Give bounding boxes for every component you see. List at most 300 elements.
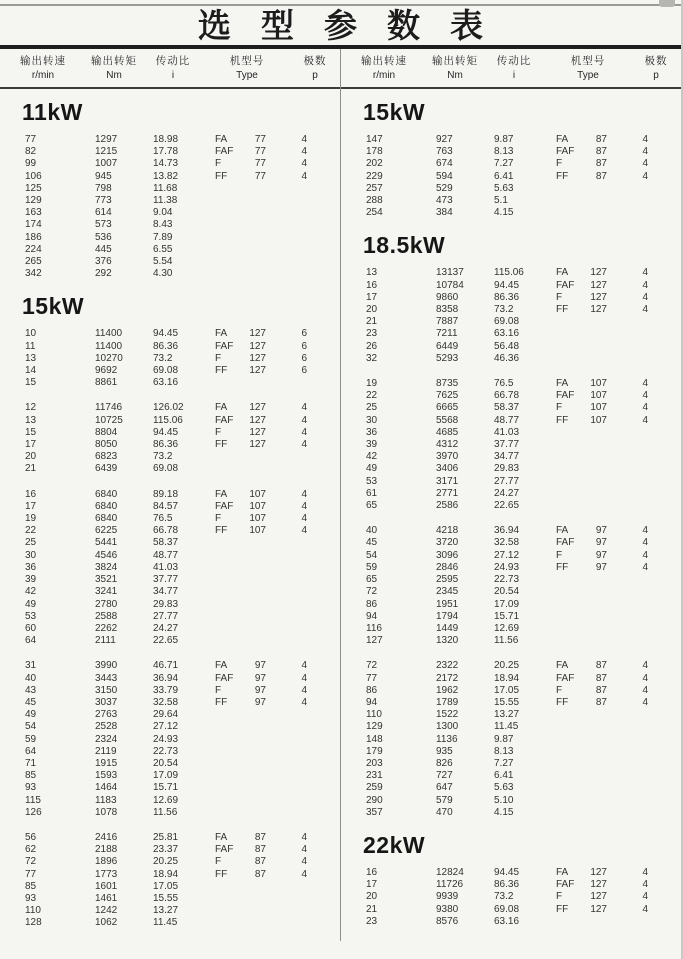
cell-type-size: 97 <box>254 684 266 696</box>
table-row <box>341 146 681 158</box>
cell-ratio: 17.09 <box>153 770 179 782</box>
cell-output-speed: 17 <box>25 439 37 451</box>
cell-type-prefix: FA <box>556 525 569 537</box>
cell-output-speed: 129 <box>366 721 383 733</box>
cell-output-speed: 61 <box>366 487 378 499</box>
cell-type-size <box>589 782 613 794</box>
header-label: 传动比 <box>496 55 532 67</box>
header-unit: Type <box>577 70 599 81</box>
table-row <box>341 267 681 279</box>
cell-ratio: 46.71 <box>153 660 179 672</box>
cell-poles <box>272 550 316 562</box>
cell-output-torque: 3096 <box>436 549 459 561</box>
cell-poles <box>613 488 657 500</box>
cell-type-prefix <box>215 917 248 929</box>
cell-type-prefix <box>556 427 589 439</box>
cell-type-prefix: FA <box>215 831 228 843</box>
cell-poles <box>272 586 316 598</box>
cell-output-speed: 25 <box>25 537 37 549</box>
cell-type-size: 87 <box>595 170 607 182</box>
table-row <box>341 746 681 758</box>
cell-type-prefix: FA <box>556 134 569 145</box>
cell-poles: 4 <box>642 561 648 573</box>
cell-type-prefix <box>556 635 589 647</box>
cell-type-size <box>248 734 272 746</box>
cell-ratio: 6.41 <box>494 770 514 782</box>
cell-output-speed: 110 <box>366 709 382 721</box>
cell-output-speed: 259 <box>366 782 383 794</box>
cell-output-speed: 64 <box>25 745 37 757</box>
header-label: 输出转矩 <box>432 55 478 67</box>
cell-ratio: 73.2 <box>494 304 514 316</box>
cell-type-size: 127 <box>590 891 607 903</box>
cell-ratio: 9.87 <box>494 733 514 745</box>
table-row <box>341 427 681 439</box>
table-row <box>341 795 681 807</box>
left-column <box>0 49 340 959</box>
cell-ratio: 18.98 <box>153 134 179 145</box>
cell-output-torque: 9939 <box>436 891 459 903</box>
cell-type-size <box>248 746 272 758</box>
cell-poles <box>272 219 316 231</box>
cell-poles <box>272 599 316 611</box>
row-block <box>341 134 681 219</box>
cell-output-speed: 186 <box>25 231 42 243</box>
table-row <box>341 635 681 647</box>
cell-poles: 4 <box>642 267 648 279</box>
table-row <box>341 586 681 598</box>
cell-type-prefix: FAF <box>215 414 234 426</box>
cell-ratio: 76.5 <box>494 378 514 390</box>
cell-output-speed: 126 <box>25 806 42 818</box>
cell-output-torque: 2119 <box>95 745 117 757</box>
cell-output-speed: 77 <box>25 868 37 880</box>
cell-output-torque: 8861 <box>95 377 118 389</box>
cell-type-size <box>589 463 613 475</box>
header-unit: r/min <box>31 70 55 81</box>
table-row <box>341 390 681 402</box>
cell-type-prefix: FAF <box>556 537 575 549</box>
cell-output-torque: 3241 <box>95 586 118 598</box>
cell-ratio: 69.08 <box>153 365 179 377</box>
cell-type-prefix: F <box>556 158 563 170</box>
cell-output-torque: 4546 <box>95 549 118 561</box>
cell-ratio: 5.63 <box>494 182 514 194</box>
cell-type-size <box>248 562 272 574</box>
table-row <box>341 415 681 427</box>
cell-type-prefix: FA <box>556 267 569 279</box>
cell-poles <box>272 377 316 389</box>
cell-type-prefix: FA <box>215 134 228 145</box>
cell-type-prefix <box>215 537 248 549</box>
cell-ratio: 69.08 <box>494 903 520 915</box>
cell-ratio: 86.36 <box>494 879 520 891</box>
cell-poles <box>272 195 316 207</box>
cell-ratio: 69.08 <box>153 463 179 475</box>
cell-output-speed: 288 <box>366 195 383 207</box>
table-row <box>0 673 340 685</box>
cell-type-size: 107 <box>590 378 607 390</box>
cell-ratio: 56.48 <box>494 340 520 352</box>
cell-type-size <box>248 770 272 782</box>
cell-poles <box>272 782 316 794</box>
header-label: 机型号 <box>570 55 606 67</box>
cell-output-torque: 3824 <box>95 561 118 573</box>
cell-type-prefix: FF <box>556 304 569 316</box>
cell-ratio: 9.04 <box>153 207 173 219</box>
cell-type-prefix: FAF <box>215 844 234 856</box>
cell-poles: 4 <box>642 684 648 696</box>
cell-output-torque: 2763 <box>95 709 118 721</box>
cell-ratio: 4.15 <box>494 806 514 818</box>
cell-ratio: 17.09 <box>494 598 520 610</box>
right-column-body <box>341 89 681 941</box>
cell-output-speed: 11 <box>25 340 36 352</box>
row-block <box>341 525 681 647</box>
cell-ratio: 15.55 <box>153 892 179 904</box>
cell-ratio: 34.77 <box>494 451 520 463</box>
cell-poles: 6 <box>301 365 307 377</box>
cell-output-torque: 1601 <box>95 880 118 892</box>
cell-output-torque: 2780 <box>95 598 118 610</box>
cell-type-size <box>248 207 272 219</box>
cell-output-speed: 21 <box>366 903 378 915</box>
section-heading-15kW: 15kW <box>363 99 426 125</box>
cell-type-prefix <box>556 488 589 500</box>
cell-type-size: 97 <box>595 537 607 549</box>
top-rule <box>0 4 681 6</box>
table-row <box>0 599 340 611</box>
row-block <box>0 402 340 475</box>
cell-type-size: 127 <box>249 340 266 352</box>
cell-type-prefix <box>556 746 589 758</box>
cell-output-speed: 82 <box>25 146 37 158</box>
cell-poles <box>272 734 316 746</box>
cell-output-speed: 265 <box>25 256 42 268</box>
cell-ratio: 5.63 <box>494 782 514 794</box>
cell-output-torque: 1789 <box>436 696 459 708</box>
cell-output-speed: 179 <box>366 745 383 757</box>
cell-type-size <box>589 746 613 758</box>
cell-type-size: 97 <box>595 561 607 573</box>
cell-output-torque: 4312 <box>436 439 459 451</box>
cell-output-torque: 573 <box>95 219 112 231</box>
table-row <box>0 377 340 389</box>
cell-output-speed: 40 <box>25 672 37 684</box>
cell-type-prefix <box>556 611 589 623</box>
cell-output-torque: 1300 <box>436 721 459 733</box>
cell-ratio: 36.94 <box>494 525 520 537</box>
cell-ratio: 36.94 <box>153 672 179 684</box>
cell-output-torque: 3521 <box>95 574 118 586</box>
cell-ratio: 6.41 <box>494 170 514 182</box>
cell-poles: 4 <box>301 868 307 880</box>
cell-type-prefix <box>556 500 589 512</box>
cell-poles <box>272 635 316 647</box>
cell-ratio: 27.12 <box>153 721 179 733</box>
cell-ratio: 15.71 <box>153 782 179 794</box>
cell-output-speed: 59 <box>366 561 378 573</box>
table-row <box>0 795 340 807</box>
cell-poles: 4 <box>301 831 307 843</box>
cell-poles <box>613 463 657 475</box>
table-row <box>0 256 340 268</box>
cell-ratio: 22.73 <box>153 745 179 757</box>
cell-type-size <box>589 586 613 598</box>
scan-corner-artifact <box>659 0 675 7</box>
cell-type-prefix: F <box>215 426 222 438</box>
cell-poles <box>613 341 657 353</box>
cell-type-size <box>248 256 272 268</box>
cell-output-torque: 798 <box>95 182 112 194</box>
cell-output-torque: 3443 <box>95 672 118 684</box>
cell-ratio: 14.73 <box>153 158 179 170</box>
cell-type-size <box>248 795 272 807</box>
page-title: 选型参数表 <box>198 7 513 44</box>
cell-output-speed: 64 <box>25 635 37 647</box>
cell-output-torque: 727 <box>436 770 453 782</box>
cell-type-size <box>589 195 613 207</box>
cell-poles: 4 <box>301 513 307 525</box>
cell-output-torque: 8735 <box>436 378 459 390</box>
cell-output-speed: 23 <box>366 328 378 340</box>
cell-poles: 4 <box>642 879 648 891</box>
cell-type-prefix <box>556 316 589 328</box>
cell-type-size <box>589 427 613 439</box>
cell-output-torque: 2846 <box>436 561 459 573</box>
cell-ratio: 12.69 <box>153 794 179 806</box>
cell-ratio: 24.93 <box>153 733 179 745</box>
cell-output-torque: 8050 <box>95 439 118 451</box>
cell-poles: 4 <box>301 439 307 451</box>
header-label: 机型号 <box>229 55 265 67</box>
cell-output-torque: 945 <box>95 170 112 182</box>
cell-output-torque: 9860 <box>436 291 459 303</box>
cell-type-prefix <box>556 586 589 598</box>
cell-type-size: 107 <box>249 488 266 500</box>
cell-poles <box>272 905 316 917</box>
cell-type-size: 97 <box>595 549 607 561</box>
cell-type-size <box>589 734 613 746</box>
cell-output-torque: 2111 <box>95 635 116 647</box>
cell-output-speed: 16 <box>366 866 378 878</box>
cell-ratio: 8.13 <box>494 745 514 757</box>
cell-poles: 6 <box>301 328 307 340</box>
table-row <box>341 134 681 146</box>
cell-type-prefix <box>215 635 248 647</box>
cell-output-torque: 1794 <box>436 610 459 622</box>
header-output-speed <box>0 54 86 83</box>
cell-ratio: 66.78 <box>494 390 520 402</box>
cell-poles: 4 <box>642 525 648 537</box>
cell-output-torque: 470 <box>436 806 453 818</box>
cell-ratio: 32.58 <box>494 537 520 549</box>
cell-output-torque: 3990 <box>95 660 118 672</box>
cell-type-prefix <box>556 353 589 365</box>
cell-poles <box>613 770 657 782</box>
table-row <box>0 893 340 905</box>
cell-output-torque: 7887 <box>436 316 459 328</box>
cell-type-prefix <box>215 795 248 807</box>
table-row <box>0 562 340 574</box>
cell-type-prefix: FA <box>215 660 228 672</box>
cell-output-speed: 54 <box>25 721 37 733</box>
cell-poles <box>613 586 657 598</box>
cell-ratio: 86.36 <box>494 291 520 303</box>
table-row <box>341 195 681 207</box>
cell-output-speed: 40 <box>366 525 378 537</box>
header-unit: Nm <box>447 70 463 81</box>
table-row <box>341 770 681 782</box>
cell-ratio: 6.55 <box>153 243 173 255</box>
cell-output-torque: 2262 <box>95 622 118 634</box>
right-column <box>341 49 681 959</box>
cell-type-prefix <box>215 451 248 463</box>
cell-poles <box>613 746 657 758</box>
cell-output-speed: 30 <box>366 414 378 426</box>
table-row <box>0 501 340 513</box>
cell-output-torque: 8358 <box>436 304 459 316</box>
cell-output-torque: 1464 <box>95 782 118 794</box>
cell-ratio: 27.77 <box>494 475 520 487</box>
cell-output-speed: 25 <box>366 402 378 414</box>
cell-poles: 4 <box>642 402 648 414</box>
cell-ratio: 27.12 <box>494 549 520 561</box>
cell-type-size <box>248 709 272 721</box>
cell-ratio: 23.37 <box>153 844 179 856</box>
cell-type-prefix <box>215 256 248 268</box>
table-row <box>0 869 340 881</box>
cell-type-size: 77 <box>254 146 266 158</box>
cell-type-prefix: F <box>215 352 222 364</box>
cell-poles <box>272 244 316 256</box>
cell-type-size: 127 <box>590 903 607 915</box>
cell-output-speed: 93 <box>25 892 37 904</box>
cell-output-speed: 60 <box>25 622 37 634</box>
cell-type-prefix <box>215 244 248 256</box>
cell-type-prefix <box>556 476 589 488</box>
cell-output-speed: 26 <box>366 340 378 352</box>
cell-output-speed: 290 <box>366 794 383 806</box>
table-row <box>341 525 681 537</box>
cell-type-prefix <box>215 599 248 611</box>
cell-output-torque: 4218 <box>436 525 459 537</box>
cell-output-speed: 231 <box>366 770 383 782</box>
table-row <box>341 758 681 770</box>
cell-poles: 4 <box>642 279 648 291</box>
cell-poles: 6 <box>301 340 307 352</box>
cell-output-torque: 1522 <box>436 709 459 721</box>
cell-type-prefix <box>215 623 248 635</box>
cell-output-torque: 3171 <box>436 475 459 487</box>
cell-ratio: 17.05 <box>494 684 520 696</box>
cell-output-speed: 15 <box>25 426 37 438</box>
cell-poles: 4 <box>301 146 307 158</box>
cell-type-prefix <box>215 746 248 758</box>
table-row <box>341 574 681 586</box>
cell-ratio: 37.77 <box>153 574 179 586</box>
cell-poles: 4 <box>642 549 648 561</box>
table-row <box>341 328 681 340</box>
table-row <box>0 219 340 231</box>
cell-output-torque: 1461 <box>95 892 118 904</box>
cell-ratio: 11.56 <box>153 806 178 818</box>
cell-poles: 4 <box>301 414 307 426</box>
table-row <box>0 685 340 697</box>
cell-type-size: 97 <box>254 660 266 672</box>
table-row <box>0 183 340 195</box>
cell-type-size: 97 <box>254 696 266 708</box>
cell-ratio: 22.65 <box>153 635 179 647</box>
table-row <box>0 525 340 537</box>
cell-ratio: 5.54 <box>153 256 173 268</box>
cell-type-prefix: FF <box>556 170 569 182</box>
cell-output-speed: 224 <box>25 243 42 255</box>
cell-poles <box>272 562 316 574</box>
cell-poles <box>272 537 316 549</box>
cell-poles: 4 <box>301 672 307 684</box>
header-poles <box>631 54 681 83</box>
cell-type-prefix: FAF <box>215 672 234 684</box>
cell-output-torque: 384 <box>436 207 453 219</box>
cell-output-speed: 20 <box>25 451 37 463</box>
cell-type-prefix <box>215 905 248 917</box>
cell-ratio: 94.45 <box>153 426 179 438</box>
cell-output-torque: 10784 <box>436 279 464 291</box>
cell-output-torque: 13137 <box>436 267 464 279</box>
table-row <box>341 207 681 219</box>
cell-ratio: 20.54 <box>153 757 179 769</box>
cell-output-torque: 1320 <box>436 635 459 647</box>
cell-type-size <box>589 758 613 770</box>
cell-poles <box>272 451 316 463</box>
cell-output-torque: 1962 <box>436 684 459 696</box>
table-row <box>341 316 681 328</box>
table-row <box>0 709 340 721</box>
cell-type-size <box>589 916 613 928</box>
cell-type-size: 127 <box>590 291 607 303</box>
cell-type-size <box>248 550 272 562</box>
cell-poles <box>613 207 657 219</box>
cell-type-prefix <box>556 807 589 819</box>
cell-type-size <box>248 268 272 280</box>
cell-ratio: 11.68 <box>153 182 178 194</box>
cell-output-speed: 65 <box>366 574 378 586</box>
cell-poles <box>272 268 316 280</box>
cell-output-torque: 2416 <box>95 831 118 843</box>
cell-output-torque: 2322 <box>436 660 459 672</box>
cell-ratio: 76.5 <box>153 513 173 525</box>
cell-type-prefix <box>215 377 248 389</box>
table-row <box>341 721 681 733</box>
cell-poles: 4 <box>642 146 648 158</box>
cell-type-size <box>589 183 613 195</box>
cell-output-speed: 342 <box>25 268 42 280</box>
cell-type-size <box>589 611 613 623</box>
table-row <box>341 916 681 928</box>
cell-poles: 4 <box>301 500 307 512</box>
cell-output-speed: 22 <box>25 525 37 537</box>
cell-output-torque: 292 <box>95 268 112 280</box>
cell-output-speed: 110 <box>25 905 41 917</box>
cell-type-prefix <box>556 623 589 635</box>
cell-poles <box>272 463 316 475</box>
cell-ratio: 15.55 <box>494 696 520 708</box>
cell-ratio: 11.56 <box>494 635 519 647</box>
cell-poles: 4 <box>301 402 307 414</box>
cell-output-torque: 10725 <box>95 414 123 426</box>
cell-ratio: 4.15 <box>494 207 514 219</box>
